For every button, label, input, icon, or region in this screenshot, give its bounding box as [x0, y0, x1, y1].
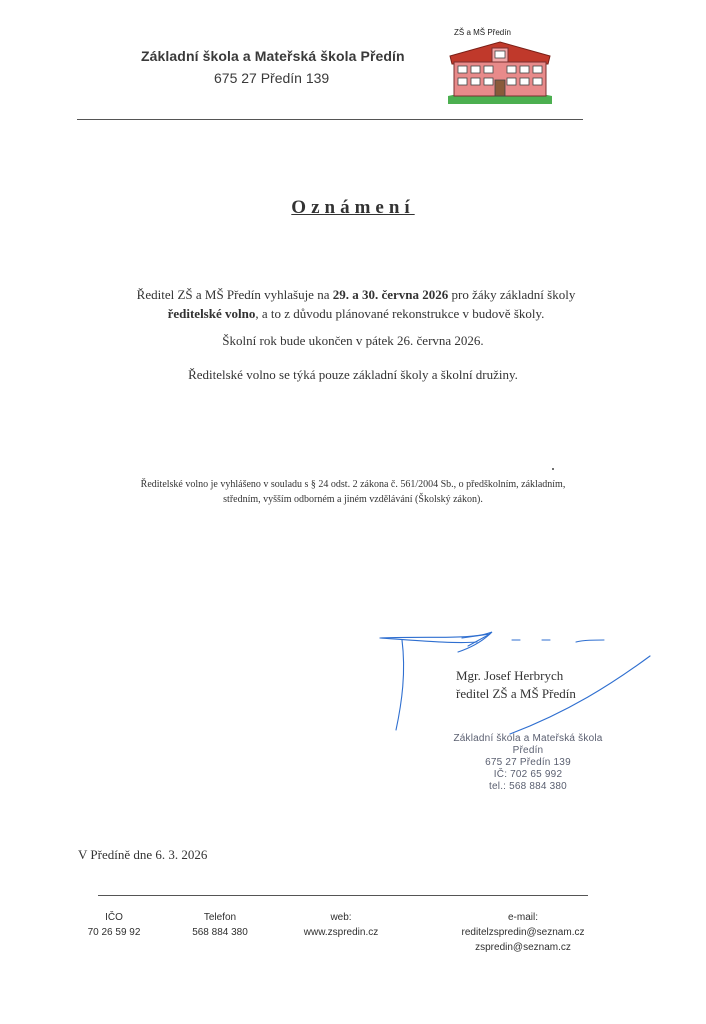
- stamp-line-4: IČ: 702 65 992: [493, 769, 563, 780]
- announcement-line-2: [108, 304, 604, 323]
- official-stamp: [418, 733, 638, 793]
- page-title: Oznámení: [291, 197, 415, 218]
- place-date: V Předíně dne 6. 3. 2026: [78, 847, 208, 862]
- stamp-line-1: Základní škola a Mateřská škola: [453, 733, 603, 744]
- announcement-paragraph: [108, 285, 604, 323]
- footer-divider: [98, 895, 588, 896]
- p1-bold-volno: ředitelské volno: [167, 306, 256, 321]
- stray-dot: [552, 468, 554, 470]
- school-year-end: Školní rok bude ukončen v pátek 26. června 2026.: [222, 333, 484, 348]
- phone-value: 568 884 380: [192, 927, 248, 938]
- ico-value: 70 26 59 92: [87, 927, 141, 938]
- p1-text-3: , a to z důvodu plánované rekonstrukce v budově školy.: [255, 306, 545, 321]
- school-name: Základní škola a Mateřská škola Předín: [141, 48, 405, 64]
- footer-phone: [180, 910, 260, 940]
- email-link-2[interactable]: zspredin@seznam.cz: [475, 942, 571, 953]
- logo-caption: ZŠ a MŠ Předín: [454, 28, 511, 37]
- signer-role: ředitel ZŠ a MŠ Předín: [456, 686, 576, 701]
- footer-web: [288, 910, 394, 940]
- ico-label: IČO: [105, 912, 123, 923]
- phone-label: Telefon: [203, 912, 237, 923]
- announcement-line-1: [108, 285, 604, 304]
- legal-line-2: středním, vyšším odborném a jiném vzdělávání (Školský zákon).: [223, 494, 483, 505]
- footer-email: [440, 910, 606, 955]
- legal-line-1: Ředitelské volno je vyhlášeno v souladu s § 24 odst. 2 zákona č. 561/2004 Sb., o předškolním, základním,: [140, 479, 566, 490]
- footer-ico: [78, 910, 150, 940]
- school-address: 675 27 Předín 139: [214, 70, 330, 86]
- stamp-line-3: 675 27 Předín 139: [485, 757, 571, 768]
- p1-dates: 29. a 30. června 2026: [332, 287, 449, 302]
- signer-name: Mgr. Josef Herbrych: [456, 668, 564, 683]
- signer-block: [456, 667, 576, 703]
- header-divider: [77, 119, 583, 120]
- school-logo: [444, 24, 556, 106]
- p1-text-1: Ředitel ZŠ a MŠ Předín vyhlašuje na: [136, 287, 333, 302]
- scope-note: Ředitelské volno se týká pouze základní školy a školní družiny.: [188, 367, 518, 382]
- p1-text-2: pro žáky základní školy: [448, 287, 576, 302]
- web-label: web:: [330, 912, 352, 923]
- web-link[interactable]: www.zspredin.cz: [303, 927, 379, 938]
- stamp-line-5: tel.: 568 884 380: [489, 781, 567, 792]
- email-label: e-mail:: [507, 912, 538, 923]
- legal-basis: [88, 477, 618, 507]
- stamp-line-2: Předín: [512, 745, 544, 756]
- email-link-1[interactable]: reditelzspredin@seznam.cz: [461, 927, 585, 938]
